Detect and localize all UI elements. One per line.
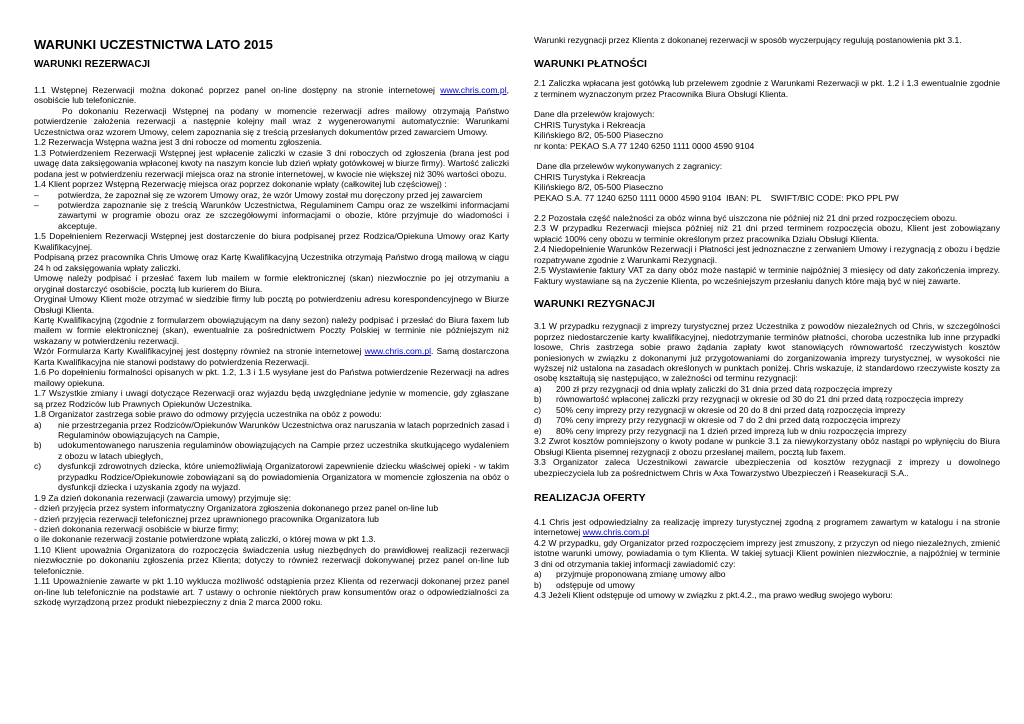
website-link[interactable]: www.chris.com.pl	[364, 346, 432, 357]
list-item	[34, 200, 509, 231]
paragraph-4-1	[534, 517, 1000, 538]
paragraph-1-5-f-tail: . Samą dostarczona Karta Kwalifikacyjna nie stanowi podstawy do potwierdzenia Rezerwacji.	[34, 346, 509, 367]
list-item-text: dysfunkcji zdrowotnych dziecka, które uniemożliwiają Organizatorowi zapewnienie dziecku właściwej opieki - w takim przypadku Rodzice/Opiekunowie zobowiązani są do powiadomienia Organizatora w momencie zgłoszenia na obóz o dysfunkcji dziecka i uzyskania zgody na wyjazd.	[58, 461, 509, 493]
list-item	[534, 426, 1000, 436]
section-heading-platnosci: WARUNKI PŁATNOŚCI	[534, 58, 647, 71]
paragraph-1-9-line: - dzień dokonania rezerwacji osobiście w biurze firmy;	[34, 524, 239, 535]
list-item	[34, 420, 509, 441]
paragraph-3-3: 3.3 Organizator zaleca Uczestnikowi zawarcie ubezpieczenia od kosztów rezygnacji z imprezy u dowolnego ubezpieczyciela lub za pośrednictwem Chris w Axa Towarzystwo Ubezpieczeń i Reasekuracji S.A..	[534, 457, 1000, 478]
right-column	[534, 0, 1000, 601]
section-heading-rezerwacji: WARUNKI REZERWACJI	[34, 59, 150, 70]
list-marker: c)	[534, 404, 542, 415]
dash-marker: –	[34, 189, 39, 200]
document-title: WARUNKI UCZESTNICTWA LATO 2015	[34, 37, 273, 52]
paragraph-1-1-tail: , osobiście lub telefonicznie.	[34, 85, 509, 106]
paragraph-3-1: 3.1 W przypadku rezygnacji z imprezy turystycznej przez Uczestnika z powodów niezależnych od Chris, w szczególności poprzez niedostarczenie karty kwalifikacyjnej, niedotrzymanie terminów płatności, choroba uczestnika lub inne przypadki losowe, Chris zastrzega sobie prawo żądania zapłaty kwot stanowiących równowartość rzeczywistych kosztów poniesionych w związku z dokonanymi już przygotowaniami do zorganizowania imprezy turystycznej, w wysokości nie wyższej niż ustalona na zasadach określonych w punktach poniżej. Chris wskazuje, iż standardowo rzeczywiste koszty za osobę kształtują się następująco, w zależności od terminu rezygnacji:	[534, 321, 1000, 384]
detail-line: CHRIS Turystyka i Rekreacja	[534, 119, 646, 130]
domestic-transfer-details	[534, 109, 1000, 151]
detail-line: PEKAO S.A. 77 1240 6250 1111 0000 4590 9104 IBAN: PL SWIFT/BIC CODE: PKO PPL PW	[534, 192, 899, 203]
list-item-text: 50% ceny imprezy przy rezygnacji w okresie od 20 do 8 dni przed datą rozpoczęcia imprezy	[556, 404, 906, 415]
paragraph-4-2: 4.2 W przypadku, gdy Organizator przed rozpoczęciem imprezy jest zmuszony, z przyczyn od niego niezależnych, zmienić istotne warunki umowy, powiadamia o tym Klienta. W takiej sytuacji Klient powinien niezwłocznie, a najpóźniej w terminie 3 dni od otrzymania takiej informacji zawiadomić czy:	[534, 537, 1000, 569]
list-item-text: równowartość wpłaconej zaliczki przy rezygnacji w okresie od 30 do 21 dni przed datą rozpoczęcia imprezy	[556, 394, 964, 405]
list-item-text: potwierdza, że zapoznał się ze wzorem Umowy oraz, że wzór Umowy został mu doręczony przed jej zawarciem	[58, 189, 483, 200]
list-marker: a)	[34, 419, 42, 430]
paragraph-1-2: 1.2 Rezerwacja Wstępna ważna jest 3 dni robocze od momentu zgłoszenia.	[34, 137, 323, 148]
paragraph-4-1-text: 4.1 Chris jest odpowiedzialny za realizację imprezy turystycznej zgodną z programem zawartym w katalogu i na stronie internetowej	[534, 516, 1000, 538]
paragraph-1-7: 1.7 Wszystkie zmiany i uwagi dotyczące Rezerwacji oraz wyjazdu będą uwzględniane jedynie w momencie, gdy zgłaszane są przez Rodziców lub Prawnych Opiekunów Uczestnika.	[34, 388, 509, 409]
paragraph-1-1	[34, 85, 509, 106]
list-item	[534, 405, 1000, 415]
list-item-text: potwierdza zapoznanie się z treścią Warunków Uczestnictwa, Regulaminem Campu oraz ze wszelkimi informacjami zawartymi w programie obozu oraz ze szczegółowymi informacjami o obozie, które przyjmuje do wiadomości i akceptuje.	[58, 199, 509, 231]
paragraph-2-1: 2.1 Zaliczka wpłacana jest gotówką lub przelewem zgodnie z Warunkami Rezerwacji w pkt. 1.2 i 1.3 ewentualnie zgodnie z terminem wyznaczonym przez Pracownika Biura Obsługi Klienta.	[534, 78, 1000, 99]
list-1-4	[34, 190, 509, 232]
paragraph-1-5-b: Podpisaną przez pracownika Chris Umowę oraz Kartę Kwalifikacyjną Uczestnika otrzymają Państwo drogą mailową w ciągu 24 h od zaksięgowania wpłaty zaliczki.	[34, 252, 509, 273]
paragraph-1-10: 1.10 Klient upoważnia Organizatora do rozpoczęcia świadczenia usług niezbędnych do prawidłowej realizacji rezerwacji niezwłocznie po dokonaniu zgłoszenia przez Klienta; dotyczy to również rezerwacji dokonywanej przez panel on-line lub telefonicznie.	[34, 544, 509, 576]
list-item-text: 200 zł przy rezygnacji od dnia wpłaty zaliczki do 31 dnia przed datą rozpoczęcia imprezy	[556, 383, 893, 394]
paragraph-4-3: 4.3 Jeżeli Klient odstępuje od umowy w związku z pkt.4.2., ma prawo według swojego wyboru:	[534, 590, 893, 601]
paragraph-1-9-line: - dzień przyjęcia rezerwacji telefonicznej przez uprawnionego pracownika Organizatora lub	[34, 513, 379, 524]
paragraph-1-8: 1.8 Organizator zastrzega sobie prawo do odmowy przyjęcia uczestnika na obóz z powodu:	[34, 409, 382, 420]
paragraph-1-4: 1.4 Klient poprzez Wstępną Rezerwację miejsca oraz poprzez dokonanie wpłaty (całkowitej lub częściowej) :	[34, 179, 447, 190]
paragraph-1-5-e: Kartę Kwalifikacyjną (zgodnie z formularzem obowiązującym na dany sezon) należy podpisać i przesłać do Biura faxem lub mailem w formie elektronicznej (skan), ewentualnie za pośrednictwem Poczty Polskiej w terminie nie późniejszym niż wskazany w potwierdzeniu rezerwacji.	[34, 314, 509, 346]
list-item	[34, 440, 509, 461]
list-item	[534, 569, 1000, 579]
paragraph-2-2: 2.2 Pozostała część należności za obóz winna być uiszczona nie później niż 21 dni przed rozpoczęciem obozu.	[534, 212, 958, 223]
paragraph-1-5-c: Umowę należy podpisać i przesłać faxem lub mailem w formie elektronicznej (skan) niezwłocznie po jej otrzymaniu a oryginał dostarczyć osobiście, pocztą lub kurierem do Biura.	[34, 273, 509, 294]
paragraph-1-5-f	[34, 346, 509, 367]
list-item	[34, 461, 509, 492]
list-1-8	[34, 420, 509, 493]
list-marker: b)	[34, 440, 42, 451]
list-item-text: udokumentowanego naruszenia regulaminów obowiązujących na Campie przez uczestnika skutkującego wydaleniem z obozu w latach ubiegłych,	[58, 440, 509, 461]
paragraph-1-5: 1.5 Dopełnieniem Rezerwacji Wstępnej jest dostarczenie do biura podpisanej przez Rodzica/Opiekuna Umowy oraz Karty Kwalifikacyjnej.	[34, 231, 509, 252]
list-item	[534, 415, 1000, 425]
list-item-text: 80% ceny imprezy przy rezygnacji na 1 dzień przed imprezą lub w dniu rozpoczęcia imprezy	[556, 425, 907, 436]
paragraph-1-3: 1.3 Potwierdzeniem Rezerwacji Wstępnej jest wpłacenie zaliczki w czasie 3 dni roboczych od zgłoszenia (brana jest pod uwagę data zaksięgowania wpłaconej kwoty na naszym koncie lub dzień wpłaty gotówkowej w biurze firmy). Wartość zaliczki podana jest w potwierdzeniu rezerwacji miejsca oraz na stronie internetowej, w kwocie nie większej niż 30% wartości obozu.	[34, 147, 509, 179]
paragraph-2-5: 2.5 Wystawienie faktury VAT za dany obóz może nastąpić w terminie najpóźniej 3 miesięcy od daty zakończenia imprezy. Faktury wystawiane są na życzenie Klienta, po wcześniejszym przesłaniu danych które mają być w niej zawarte.	[534, 265, 1000, 286]
list-3-1	[534, 384, 1000, 436]
paragraph-1-5-d: Oryginał Umowy Klient może otrzymać w siedzibie firmy lub pocztą po potwierdzeniu adresu korespondencyjnego w Biurze Obsługi Klienta.	[34, 294, 509, 315]
list-item-text: 70% ceny imprezy przy rezygnacji w okresie od 7 do 2 dni przed datą rozpoczęcia imprezy	[556, 415, 901, 426]
detail-line: nr konta: PEKAO S.A 77 1240 6250 1111 0000 4590 9104	[534, 140, 755, 151]
foreign-transfer-details	[534, 161, 1000, 203]
paragraph-1-1-text: 1.1 Wstępnej Rezerwacji można dokonać poprzez panel on-line dostępny na stronie internetowej	[34, 85, 441, 95]
list-item-text: odstępuje od umowy	[556, 579, 635, 590]
paragraph-2-4: 2.4 Niedopełnienie Warunków Rezerwacji i Płatności jest jednoznaczne z zerwaniem Umowy i rezygnacją z obozu i będzie rozpatrywane zgodnie z Warunkami Rezygnacji.	[534, 244, 1000, 265]
list-item	[534, 394, 1000, 404]
detail-line: Dane dla przelewów krajowych:	[534, 109, 655, 120]
paragraph-1-9: 1.9 Za dzień dokonania rezerwacji (zawarcia umowy) przyjmuje się:	[34, 492, 291, 503]
website-link[interactable]: www.chris.com.pl	[582, 527, 650, 538]
left-column	[34, 0, 509, 608]
list-marker: a)	[534, 383, 542, 394]
detail-line: Dane dla przelewów wykonywanych z zagranicy:	[534, 161, 723, 172]
detail-line: Kilińskiego 8/2, 05-500 Piaseczno	[534, 182, 663, 193]
paragraph-1-9-line: o ile dokonanie rezerwacji zostanie potwierdzone wpłatą zaliczki, o której mowa w pkt 1.3.	[34, 534, 376, 545]
list-item	[34, 190, 509, 200]
list-marker: b)	[534, 579, 542, 590]
list-item-text: przyjmuje proponowaną zmianę umowy albo	[556, 569, 726, 580]
list-marker: c)	[34, 461, 42, 472]
paragraph-1-11: 1.11 Upoważnienie zawarte w pkt 1.10 wyklucza możliwość odstąpienia przez Klienta od rezerwacji dokonanej przez panel on-line lub telefonicznie na podstawie art. 7 ustawy o ochronie niektórych praw konsumentów oraz o odpowiedzialności za szkodę wyrządzoną przez produkt niebezpieczny z dnia 2 marca 2000 roku.	[34, 576, 509, 608]
list-item	[534, 384, 1000, 394]
section-heading-realizacja: REALIZACJA OFERTY	[534, 491, 646, 504]
paragraph-3-2: 3.2 Zwrot kosztów pomniejszony o kwoty podane w punkcie 3.1 za niewykorzystany obóz nastąpi po wpłynięciu do Biura Obsługi Klienta pisemnej rezygnacji z obozu przesłanej mailem, pocztą lub faxem.	[534, 436, 1000, 457]
paragraph-2-3: 2.3 W przypadku Rezerwacji miejsca później niż 21 dni przed terminem rozpoczęcia obozu, Klient jest zobowiązany wpłacić 100% ceny obozu w terminie określonym przez pracownika Działu Obsługi Klienta.	[534, 223, 1000, 244]
list-marker: a)	[534, 569, 542, 580]
paragraph-1-9-line: - dzień przyjęcia przez system informatyczny Organizatora zgłoszenia dokonanego przez panel on-line lub	[34, 503, 439, 514]
list-marker: b)	[534, 394, 542, 405]
list-marker: e)	[534, 425, 542, 436]
list-item	[534, 580, 1000, 590]
website-link[interactable]: www.chris.com.pl	[440, 85, 507, 95]
paragraph-1-1-continued: Po dokonaniu Rezerwacji Wstępnej na podany w momencie rezerwacji adres mailowy otrzymają Państwo potwierdzenie założenia rezerwacji a następnie kolejny mail wraz z wygenerowanymi automatycznie: Warunkami Uczestnictwa oraz wzorem Umowy, celem zapoznania się z treścią przesłanych dokumentów przed zawarciem Umowy.	[34, 105, 509, 137]
list-marker: d)	[534, 415, 542, 426]
section-heading-rezygnacji: WARUNKI REZYGNACJI	[534, 298, 655, 311]
paragraph-1-5-f-text: Wzór Formularza Karty Kwalifikacyjnej jest dostępny również na stronie internetowej	[34, 346, 365, 357]
dash-marker: –	[34, 199, 39, 210]
detail-line: Kilińskiego 8/2, 05-500 Piaseczno	[534, 130, 663, 141]
paragraph-1-6: 1.6 Po dopełnieniu formalności opisanych w pkt. 1.2, 1.3 i 1.5 wysyłane jest do Państwa potwierdzenie Rezerwacji na adres mailowy opiekuna.	[34, 367, 509, 388]
list-item-text: nie przestrzegania przez Rodziców/Opiekunów Warunków Uczestnictwa oraz naruszania w latach poprzednich zasad i Regulaminów obowiązujących na Campie,	[58, 419, 509, 440]
list-4-2	[534, 569, 1000, 590]
detail-line: CHRIS Turystyka i Rekreacja	[534, 171, 646, 182]
intro-paragraph: Warunki rezygnacji przez Klienta z dokonanej rezerwacji w sposób wyczerpujący regulują postanowienia pkt 3.1.	[534, 35, 962, 45]
